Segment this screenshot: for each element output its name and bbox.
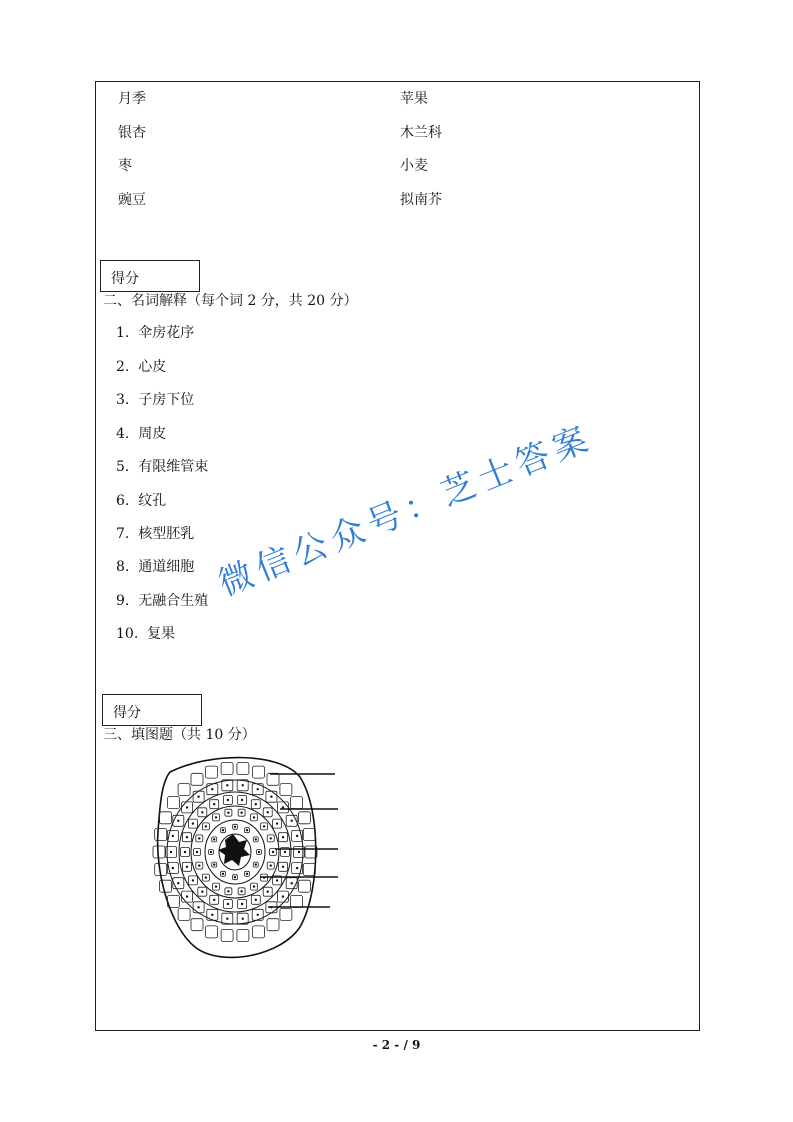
- cell-nucleus: [282, 806, 284, 808]
- plant-item-left-3: 枣: [118, 158, 132, 174]
- cell-nucleus: [253, 885, 255, 887]
- epidermal-cell: [221, 763, 233, 775]
- term-text: 有限维管束: [138, 459, 209, 475]
- cell-nucleus: [210, 851, 212, 853]
- cell-nucleus: [213, 899, 215, 901]
- term-text: 心皮: [138, 359, 167, 375]
- cell-nucleus: [276, 822, 278, 824]
- epidermal-cell: [267, 919, 279, 931]
- cell-nucleus: [246, 873, 248, 875]
- cell-nucleus: [246, 829, 248, 831]
- epidermal-cell: [178, 784, 190, 796]
- epidermal-cell: [298, 880, 310, 892]
- cell-nucleus: [240, 890, 242, 892]
- cell-nucleus: [227, 890, 229, 892]
- term-item-1: [116, 324, 194, 342]
- plant-item-left-4: 豌豆: [118, 192, 146, 208]
- cell-nucleus: [255, 899, 257, 901]
- epidermal-cell: [267, 773, 279, 785]
- cell-nucleus: [201, 811, 203, 813]
- cell-nucleus: [211, 788, 213, 790]
- term-number: 4.: [116, 426, 130, 442]
- epidermal-cell: [291, 797, 303, 809]
- cell-nucleus: [272, 851, 274, 853]
- cell-nucleus: [227, 799, 229, 801]
- cell-nucleus: [184, 851, 186, 853]
- cell-nucleus: [205, 876, 207, 878]
- cell-nucleus: [253, 816, 255, 818]
- cell-nucleus: [186, 866, 188, 868]
- cell-nucleus: [186, 895, 188, 897]
- cell-nucleus: [234, 826, 236, 828]
- score-box-section2: [100, 260, 200, 292]
- term-text: 无融合生殖: [138, 593, 209, 609]
- epidermal-cell: [206, 766, 218, 778]
- plant-item-right-3: 小麦: [400, 158, 428, 174]
- cell-nucleus: [296, 835, 298, 837]
- cell-nucleus: [196, 851, 198, 853]
- cell-nucleus: [172, 867, 174, 869]
- cell-nucleus: [186, 806, 188, 808]
- cell-nucleus: [257, 788, 259, 790]
- epidermal-cell: [280, 784, 292, 796]
- score-label: 得分: [111, 271, 139, 287]
- epidermal-cell: [298, 812, 310, 824]
- term-number: 5.: [116, 459, 130, 475]
- cell-nucleus: [222, 829, 224, 831]
- cell-nucleus: [267, 891, 269, 893]
- cell-nucleus: [215, 885, 217, 887]
- cell-nucleus: [205, 825, 207, 827]
- cell-nucleus: [226, 784, 228, 786]
- term-text: 通道细胞: [138, 559, 195, 575]
- cell-nucleus: [227, 903, 229, 905]
- epidermal-cell: [221, 930, 233, 942]
- term-item-8: [116, 558, 194, 576]
- plant-item-right-2: 木兰科: [400, 125, 442, 141]
- cell-nucleus: [270, 864, 272, 866]
- cell-nucleus: [213, 863, 215, 865]
- plant-item-right-4: 拟南芥: [400, 192, 442, 208]
- term-number: 6.: [116, 493, 130, 509]
- cell-nucleus: [291, 882, 293, 884]
- term-text: 纹孔: [138, 493, 167, 509]
- cell-nucleus: [282, 895, 284, 897]
- plant-item-left-2: 银杏: [118, 125, 146, 141]
- plant-item-right-1: 苹果: [400, 91, 428, 107]
- cell-nucleus: [227, 812, 229, 814]
- cell-nucleus: [255, 838, 257, 840]
- cell-nucleus: [296, 867, 298, 869]
- cell-nucleus: [257, 914, 259, 916]
- cell-nucleus: [282, 836, 284, 838]
- cell-nucleus: [242, 918, 244, 920]
- cell-nucleus: [198, 864, 200, 866]
- cell-nucleus: [177, 882, 179, 884]
- score-label: 得分: [113, 705, 141, 721]
- cell-nucleus: [201, 891, 203, 893]
- score-box-section3: [102, 694, 202, 726]
- epidermal-cell: [206, 926, 218, 938]
- term-item-2: [116, 358, 166, 376]
- term-text: 伞房花序: [138, 325, 195, 341]
- epidermal-cell: [155, 829, 167, 841]
- epidermal-cell: [191, 919, 203, 931]
- epidermal-cell: [303, 829, 315, 841]
- epidermal-cell: [237, 930, 249, 942]
- cell-nucleus: [170, 851, 172, 853]
- epidermal-cell: [191, 773, 203, 785]
- epidermal-cell: [253, 926, 265, 938]
- cell-nucleus: [255, 863, 257, 865]
- term-item-9: [116, 592, 208, 610]
- cell-nucleus: [270, 796, 272, 798]
- epidermal-cell: [303, 864, 315, 876]
- epidermal-cell: [153, 846, 165, 858]
- epidermal-cell: [237, 763, 249, 775]
- cell-nucleus: [197, 906, 199, 908]
- cell-nucleus: [263, 825, 265, 827]
- term-number: 9.: [116, 593, 130, 609]
- term-number: 1.: [116, 325, 130, 341]
- cell-nucleus: [211, 914, 213, 916]
- cell-nucleus: [192, 822, 194, 824]
- term-item-7: [116, 525, 194, 543]
- cell-nucleus: [234, 876, 236, 878]
- term-item-10: [116, 625, 175, 643]
- cell-nucleus: [213, 838, 215, 840]
- term-number: 3.: [116, 392, 130, 408]
- term-item-4: [116, 425, 166, 443]
- term-text: 子房下位: [138, 392, 195, 408]
- epidermal-cell: [280, 908, 292, 920]
- section2-title: 二、名词解释（每个词 2 分，共 20 分）: [103, 293, 358, 309]
- term-item-3: [116, 391, 194, 409]
- cell-nucleus: [240, 812, 242, 814]
- term-text: 复果: [147, 626, 176, 642]
- epidermal-cell: [253, 766, 265, 778]
- term-number: 2.: [116, 359, 130, 375]
- cell-nucleus: [267, 811, 269, 813]
- cell-nucleus: [270, 837, 272, 839]
- term-item-6: [116, 492, 166, 510]
- cell-nucleus: [192, 879, 194, 881]
- cell-nucleus: [177, 820, 179, 822]
- term-item-5: [116, 458, 208, 476]
- term-text: 核型胚乳: [138, 526, 195, 542]
- cell-nucleus: [186, 836, 188, 838]
- epidermal-cell: [160, 812, 172, 824]
- cell-nucleus: [298, 851, 300, 853]
- cell-cross-section-figure: [150, 752, 350, 972]
- term-number: 7.: [116, 526, 130, 542]
- cell-nucleus: [222, 873, 224, 875]
- cell-nucleus: [241, 903, 243, 905]
- epidermal-cell: [291, 895, 303, 907]
- cell-nucleus: [215, 816, 217, 818]
- plant-item-left-1: 月季: [118, 91, 146, 107]
- cell-nucleus: [241, 799, 243, 801]
- cell-nucleus: [213, 803, 215, 805]
- epidermal-cell: [168, 797, 180, 809]
- cell-nucleus: [197, 796, 199, 798]
- cell-nucleus: [172, 835, 174, 837]
- cell-nucleus: [258, 851, 260, 853]
- cell-nucleus: [242, 784, 244, 786]
- cell-nucleus: [284, 851, 286, 853]
- cell-nucleus: [198, 837, 200, 839]
- cell-nucleus: [282, 866, 284, 868]
- cell-nucleus: [255, 803, 257, 805]
- cell-nucleus: [276, 879, 278, 881]
- page-number: - 2 - / 9: [372, 1038, 421, 1052]
- cell-nucleus: [226, 918, 228, 920]
- epidermal-cell: [178, 908, 190, 920]
- term-text: 周皮: [138, 426, 167, 442]
- watermark-text: 微信公众号：芝士答案: [212, 417, 599, 605]
- cell-nucleus: [291, 820, 293, 822]
- term-number: 8.: [116, 559, 130, 575]
- section3-title: 三、填图题（共 10 分）: [103, 727, 256, 743]
- term-number: 10.: [116, 626, 139, 642]
